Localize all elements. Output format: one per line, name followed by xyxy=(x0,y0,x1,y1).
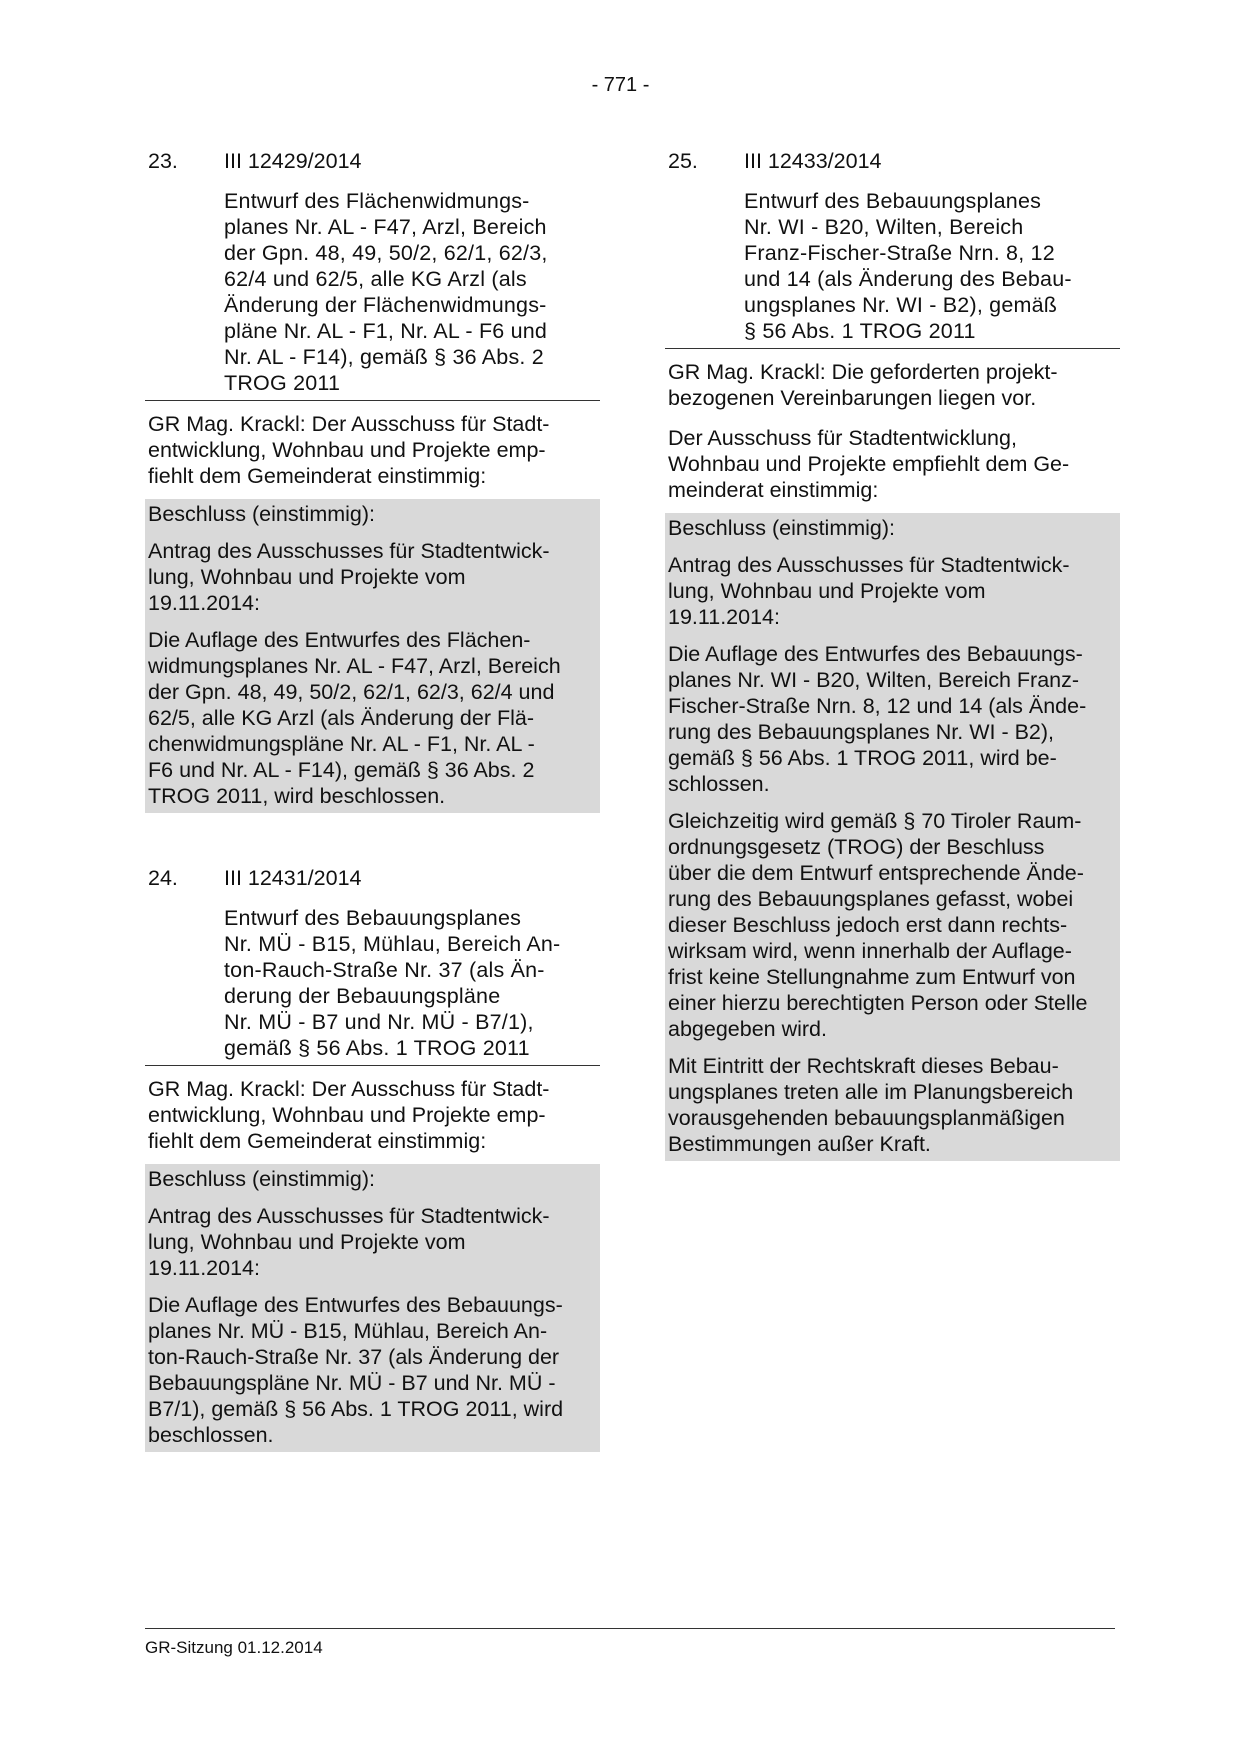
resolution-text: Die Auflage des Entwurfes des Bebauungs- planes Nr. WI - B20, Wilten, Bereich Franz- Fischer-Straße Nrn. 8, 12 und 14 (als Ände- rung des Bebauungsplanes Nr. WI - B2), gemäß § 56 Abs. 1 TROG 2011, wird be- schlossen. xyxy=(668,642,1087,796)
item-header xyxy=(145,148,600,174)
item-reference: III 12431/2014 xyxy=(224,866,362,890)
item-number: 25. xyxy=(668,149,698,173)
resolution-title: Beschluss (einstimmig): xyxy=(148,502,375,526)
resolution-title: Beschluss (einstimmig): xyxy=(148,1167,375,1191)
committee-statement: Der Ausschuss für Stadtentwicklung, Wohnbau und Projekte empfiehlt dem Ge- meinderat einstimmig: xyxy=(668,426,1070,502)
committee-statement: GR Mag. Krackl: Die geforderten projekt- bezogenen Vereinbarungen liegen vor. xyxy=(668,360,1058,410)
resolution-box xyxy=(145,499,600,813)
resolution-motion: Antrag des Ausschusses für Stadtentwick- lung, Wohnbau und Projekte vom 19.11.2014: xyxy=(148,1204,550,1280)
resolution-box xyxy=(145,1164,600,1452)
left-column xyxy=(145,148,600,1452)
agenda-item-23 xyxy=(145,148,600,813)
item-reference: III 12433/2014 xyxy=(744,149,882,173)
resolution-motion: Antrag des Ausschusses für Stadtentwick- lung, Wohnbau und Projekte vom 19.11.2014: xyxy=(148,539,550,615)
committee-statement: GR Mag. Krackl: Der Ausschuss für Stadt- entwicklung, Wohnbau und Projekte emp- fiehlt dem Gemeinderat einstimmig: xyxy=(148,412,550,488)
agenda-item-24 xyxy=(145,865,600,1452)
item-spacer xyxy=(145,813,600,865)
resolution-text: Mit Eintritt der Rechtskraft dieses Bebau- ungsplanes treten alle im Planungsbereich vorausgehenden bebauungsplanmäßigen Bestimmungen außer Kraft. xyxy=(668,1054,1074,1156)
page-number: - 771 - xyxy=(591,74,650,96)
agenda-item-25 xyxy=(665,148,1120,1161)
item-subject: Entwurf des Bebauungsplanes Nr. WI - B20, Wilten, Bereich Franz-Fischer-Straße Nrn. 8, 12 und 14 (als Änderung des Bebau- ungsplanes Nr. WI - B2), gemäß § 56 Abs. 1 TROG 2011 xyxy=(665,188,1120,349)
item-subject: Entwurf des Flächenwidmungs- planes Nr. AL - F47, Arzl, Bereich der Gpn. 48, 49, 50/2, 62/1, 62/3, 62/4 und 62/5, alle KG Arzl (als Änderung der Flächenwidmungs- pläne Nr. AL - F1, Nr. AL - F6 und Nr. AL - F14), gemäß § 36 Abs. 2 TROG 2011 xyxy=(145,188,600,401)
item-number: 23. xyxy=(148,149,178,173)
item-reference: III 12429/2014 xyxy=(224,149,362,173)
resolution-text: Gleichzeitig wird gemäß § 70 Tiroler Raum- ordnungsgesetz (TROG) der Beschluss über die dem Entwurf entsprechende Ände- rung des Bebauungsplanes gefasst, wobei dieser Beschluss jedoch erst dann rechts- wirksam wird, wenn innerhalb der Auflage- frist keine Stellungnahme zum Entwurf von einer hierzu berechtigten Person oder Stelle abgegeben wird. xyxy=(668,809,1088,1041)
resolution-text: Die Auflage des Entwurfes des Bebauungs- planes Nr. MÜ - B15, Mühlau, Bereich An- ton-Rauch-Straße Nr. 37 (als Änderung der Bebauungspläne Nr. MÜ - B7 und Nr. MÜ - B7/1), gemäß § 56 Abs. 1 TROG 2011, wird beschlossen. xyxy=(148,1293,564,1447)
item-subject: Entwurf des Bebauungsplanes Nr. MÜ - B15, Mühlau, Bereich An- ton-Rauch-Straße Nr. 37 (als Än- derung der Bebauungspläne Nr. MÜ - B7 und Nr. MÜ - B7/1), gemäß § 56 Abs. 1 TROG 2011 xyxy=(145,905,600,1066)
resolution-motion: Antrag des Ausschusses für Stadtentwick- lung, Wohnbau und Projekte vom 19.11.2014: xyxy=(668,553,1070,629)
item-header xyxy=(665,148,1120,174)
committee-statement: GR Mag. Krackl: Der Ausschuss für Stadt- entwicklung, Wohnbau und Projekte emp- fiehlt dem Gemeinderat einstimmig: xyxy=(148,1077,550,1153)
resolution-box xyxy=(665,513,1120,1161)
resolution-title: Beschluss (einstimmig): xyxy=(668,516,895,540)
item-number: 24. xyxy=(148,866,178,890)
page-footer: GR-Sitzung 01.12.2014 xyxy=(145,1628,1115,1661)
right-column xyxy=(665,148,1120,1161)
item-header xyxy=(145,865,600,891)
resolution-text: Die Auflage des Entwurfes des Flächen- widmungsplanes Nr. AL - F47, Arzl, Bereich der Gpn. 48, 49, 50/2, 62/1, 62/3, 62/4 und 62/5, alle KG Arzl (als Änderung der Flä- chenwidmungspläne Nr. AL - F1, Nr. AL - F6 und Nr. AL - F14), gemäß § 36 Abs. 2 TROG 2011, wird beschlossen. xyxy=(148,628,561,808)
